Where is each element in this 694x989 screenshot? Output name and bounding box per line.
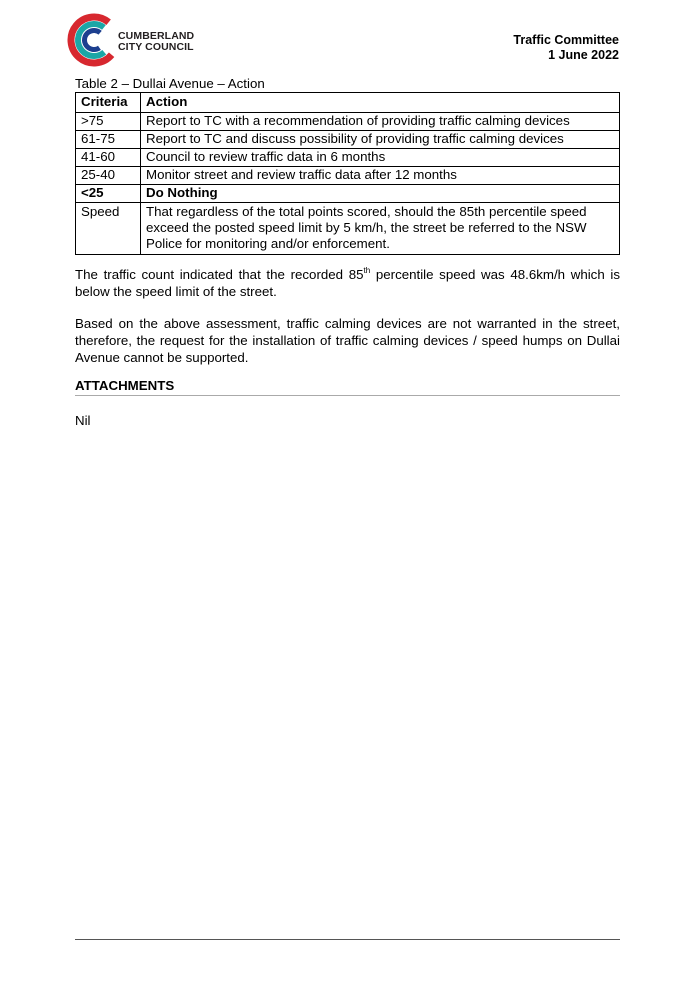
meeting-date: 1 June 2022 xyxy=(548,48,619,62)
speed-paragraph xyxy=(75,266,620,300)
row-action: Do Nothing xyxy=(141,185,620,203)
table-row xyxy=(76,131,620,149)
row-criteria: 41-60 xyxy=(76,149,141,167)
logo-text xyxy=(118,31,194,52)
header-action: Action xyxy=(141,93,620,113)
row-criteria: Speed xyxy=(76,203,141,255)
table-row xyxy=(76,113,620,131)
row-action: Monitor street and review traffic data after 12 months xyxy=(141,167,620,185)
heading-rule xyxy=(75,395,620,396)
table-row xyxy=(76,167,620,185)
logo-line-2: CITY COUNCIL xyxy=(118,40,194,53)
table-row xyxy=(76,185,620,203)
logo-line-1: CUMBERLAND xyxy=(118,30,195,42)
speed-text-after: percentile speed was 48.6km/h which is below the speed limit of the street. xyxy=(75,267,620,299)
table-header-row xyxy=(76,93,620,113)
attachments-heading: ATTACHMENTS xyxy=(75,378,175,393)
row-action: Report to TC and discuss possibility of providing traffic calming devices xyxy=(141,131,620,149)
row-criteria: 25-40 xyxy=(76,167,141,185)
assessment-paragraph: Based on the above assessment, traffic calming devices are not warranted in the street, therefore, the request for the installation of traffic calming devices / speed humps on Dullai Avenue cannot be supported. xyxy=(75,316,620,365)
row-action: Report to TC with a recommendation of providing traffic calming devices xyxy=(141,113,620,131)
table-row xyxy=(76,203,620,255)
row-action: Council to review traffic data in 6 months xyxy=(141,149,620,167)
footer-rule xyxy=(75,939,620,940)
attachments-body: Nil xyxy=(75,413,91,428)
table-row xyxy=(76,149,620,167)
cumberland-logo-icon xyxy=(67,13,121,67)
action-table xyxy=(75,92,620,255)
document-header xyxy=(513,33,619,63)
committee-name: Traffic Committee xyxy=(513,33,619,47)
row-criteria: >75 xyxy=(76,113,141,131)
row-criteria: 61-75 xyxy=(76,131,141,149)
row-action: That regardless of the total points scored, should the 85th percentile speed exceed the posted speed limit by 5 km/h, the street be referred to the NSW Police for monitoring and/or enforcement. xyxy=(141,203,620,255)
speed-text-before: The traffic count indicated that the recorded 85 xyxy=(75,267,364,282)
table-caption: Table 2 – Dullai Avenue – Action xyxy=(75,76,265,91)
ordinal-suffix: th xyxy=(363,266,371,275)
row-criteria: <25 xyxy=(76,185,141,203)
header-criteria: Criteria xyxy=(76,93,141,113)
